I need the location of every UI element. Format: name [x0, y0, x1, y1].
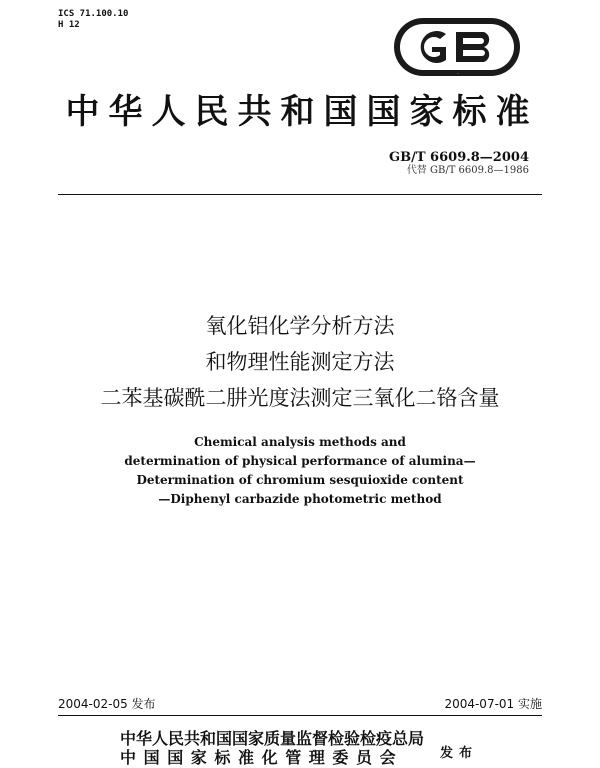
issuer-sac: 中国国家标准化管理委员会 [120, 748, 404, 767]
issue-label: 发布 [440, 746, 479, 761]
implementation-date: 2004-07-01 实施 [444, 697, 542, 711]
chinese-title-line: 二苯基碳酰二肼光度法测定三氧化二铬含量 [100, 386, 500, 410]
standard-number: GB/T 6609.8—2004 [389, 150, 529, 165]
standard-number-block [389, 150, 529, 177]
bottom-divider [58, 715, 542, 716]
chinese-title [0, 308, 600, 416]
issue-date: 2004-02-05 发布 [58, 697, 156, 711]
english-title-line: determination of physical performance of alumina— [124, 454, 476, 468]
chinese-title-line: 和物理性能测定方法 [205, 350, 395, 374]
issuing-authorities [120, 729, 424, 767]
chinese-title-line: 氧化铝化学分析方法 [205, 314, 395, 338]
top-divider [58, 194, 542, 195]
replaces-standard: 代替 GB/T 6609.8—1986 [406, 165, 529, 176]
gb-logo-icon [392, 16, 522, 78]
logo-text: GB [457, 74, 459, 75]
english-title-line: Chemical analysis methods and [194, 435, 406, 449]
standard-title: 中华人民共和国国家标准 [65, 92, 539, 132]
ics-code: ICS 71.100.10 [58, 9, 129, 19]
classification-codes [58, 9, 128, 31]
english-title [0, 433, 600, 509]
issuer-aqsiq: 中华人民共和国国家质量监督检验检疫总局 [120, 729, 425, 748]
english-title-line: Determination of chromium sesquioxide content [136, 473, 464, 487]
ccs-code: H 12 [58, 20, 80, 30]
english-title-line: —Diphenyl carbazide photometric method [158, 492, 442, 506]
